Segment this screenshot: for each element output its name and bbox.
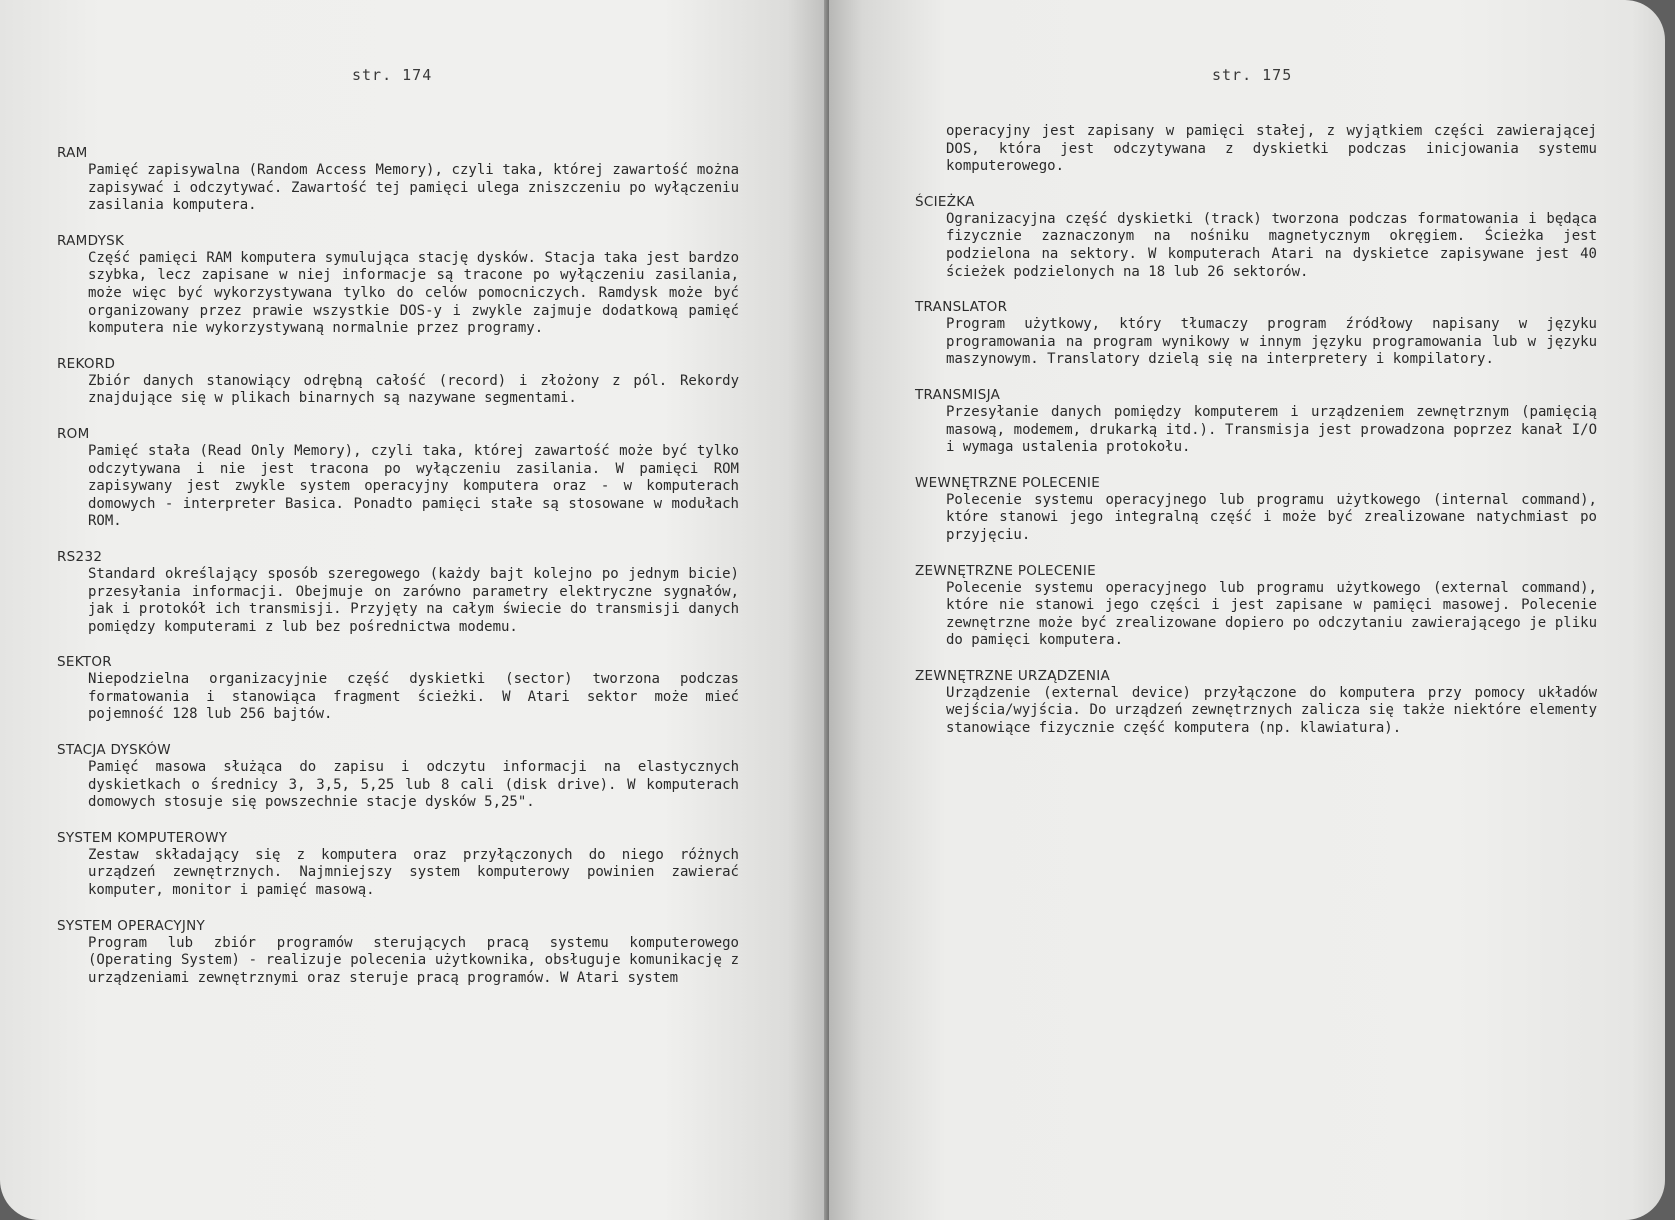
glossary-entry (57, 356, 739, 408)
entry-term: STACJA DYSKÓW (57, 742, 171, 759)
entry-definition: Ogranizacyjna część dyskietki (track) tworzona podczas formatowania i będąca fizycznie zaznaczonym na nośniku magnetycznym okręgiem. Ścieżka jest podzielona na sektory. W komputerach Atari na dyskietce zapisywane jest 40 ścieżek podzielonych na 18 lub 26 sektorów. (946, 210, 1597, 280)
entry-definition: Program lub zbiór programów sterujących pracą systemu komputerowego (Operating System) - realizuje polecenia użytkownika, obsługuje komunikację z urządzeniami zewnętrznymi oraz steruje pracą programów. W Atari system (88, 934, 739, 986)
entry-definition: Urządzenie (external device) przyłączone do komputera przy pomocy układów wejścia/wyjścia. Do urządzeń zewnętrznych zalicza się także niektóre elementy stanowiące fizycznie część komputera (np. klawiatura). (946, 684, 1597, 737)
entry-definition: Standard określający sposób szeregowego (każdy bajt kolejno po jednym bicie) przesyłania informacji. Obejmuje on zarówno parametry elektryczne sygnałów, jak i protokół ich transmisji. Przyjęty na całym świecie do transmisji danych pomiędzy komputerami z lub bez pośrednictwa modemu. (88, 565, 739, 635)
entry-term: TRANSMISJA (915, 386, 1001, 403)
entry-definition: Niepodzielna organizacyjnie część dyskietki (sector) tworzona podczas formatowania i stanowiąca fragment ścieżki. W Atari sektor może mieć pojemność 128 lub 256 bajtów. (88, 671, 739, 723)
glossary-entry (57, 426, 739, 531)
entry-definition: Pamięć zapisywalna (Random Access Memory), czyli taka, której zawartość można zapisywać i odczytywać. Zawartość tej pamięci ulega zniszczeniu po wyłączeniu zasilania komputera. (88, 162, 739, 214)
glossary-entry (915, 387, 1597, 457)
glossary-entry (915, 299, 1597, 369)
entry-term: ZEWNĘTRZNE URZĄDZENIA (915, 667, 1111, 684)
entry-definition: Przesyłanie danych pomiędzy komputerem i urządzeniem zewnętrznym (pamięcią masową, modemem, drukarką itd.). Transmisja jest prowadzona poprzez kanał I/O i wymaga ustalenia protokołu. (946, 403, 1597, 456)
left-page (0, 0, 829, 1220)
glossary-column (57, 145, 739, 1005)
entry-definition: Zbiór danych stanowiący odrębną całość (record) i złożony z pól. Rekordy znajdujące się w plikach binarnych są nazywane segmentami. (88, 372, 739, 407)
glossary-entry (915, 475, 1597, 545)
entry-definition: Polecenie systemu operacyjnego lub programu użytkowego (external command), które nie stanowi jego części i jest zapisane w pamięci masowej. Polecenie zewnętrzne może być zrealizowane dopiero po odczytaniu zawierającego je pliku do pamięci komputera. (946, 579, 1597, 649)
glossary-entry (915, 194, 1597, 281)
continued-definition: operacyjny jest zapisany w pamięci stałej, z wyjątkiem części zawierającej DOS, która jest odczytywana z dyskietki podczas inicjowania systemu komputerowego. (946, 123, 1597, 175)
entry-term: RS232 (57, 548, 103, 565)
page-number: str. 175 (1212, 66, 1293, 84)
glossary-entry (57, 233, 739, 338)
entry-definition: Polecenie systemu operacyjnego lub programu użytkowego (internal command), które stanowi jego integralną część i może być zrealizowane natychmiast po przyjęciu. (946, 491, 1597, 543)
entry-definition: Pamięć masowa służąca do zapisu i odczytu informacji na elastycznych dyskietkach o średnicy 3, 3,5, 5,25 lub 8 cali (disk drive). W komputerach domowych stosuje się powszechnie stacje dysków 5,25". (88, 759, 739, 811)
entry-term: WEWNĘTRZNE POLECENIE (915, 474, 1101, 491)
glossary-entry (57, 742, 739, 812)
entry-term: ŚCIEŻKA (915, 193, 975, 210)
glossary-entry (57, 830, 739, 900)
glossary-entry (57, 654, 739, 724)
glossary-entry (57, 549, 739, 636)
glossary-entry (915, 563, 1597, 650)
entry-definition: Pamięć stała (Read Only Memory), czyli taka, której zawartość może być tylko odczytywana i nie jest tracona po wyłączeniu zasilania. W pamięci ROM zapisywany jest zwykle system operacyjny komputera oraz - w komputerach domowych - interpreter Basica. Ponadto pamięci stałe są stosowane w modułach ROM. (88, 442, 739, 530)
entry-term: TRANSLATOR (915, 299, 1008, 316)
entry-term: SEKTOR (57, 654, 112, 671)
entry-term: RAMDYSK (57, 232, 125, 249)
glossary-column (915, 123, 1597, 756)
entry-term: REKORD (57, 355, 116, 372)
entry-term: ZEWNĘTRZNE POLECENIE (915, 562, 1096, 579)
glossary-entry (915, 668, 1597, 738)
entry-term: SYSTEM KOMPUTEROWY (57, 829, 228, 846)
entry-definition: Część pamięci RAM komputera symulująca stację dysków. Stacja taka jest bardzo szybka, lecz zapisane w niej informacje są tracone po wyłączeniu zasilania, może więc być wykorzystywana tylko do celów pomocniczych. Ramdysk może być organizowany przez prawie wszystkie DOS-y i zwykle zajmuje dodatkową pamięć komputera nie wykorzystywaną normalnie przez programy. (88, 249, 739, 337)
right-page (829, 0, 1665, 1220)
entry-definition: Program użytkowy, który tłumaczy program źródłowy napisany w języku programowania na program wynikowy w innym języku programowania lub w języku maszynowym. Translatory dzielą się na interpretery i kompilatory. (946, 316, 1597, 368)
glossary-entry (57, 145, 739, 215)
entry-term: SYSTEM OPERACYJNY (57, 917, 206, 934)
glossary-entry (57, 918, 739, 988)
page-number: str. 174 (352, 66, 433, 84)
entry-definition: Zestaw składający się z komputera oraz przyłączonych do niego różnych urządzeń zewnętrznych. Najmniejszy system komputerowy powinien zawierać komputer, monitor i pamięć masową. (88, 846, 739, 899)
entry-term: ROM (57, 425, 90, 442)
entry-term: RAM (57, 145, 88, 161)
